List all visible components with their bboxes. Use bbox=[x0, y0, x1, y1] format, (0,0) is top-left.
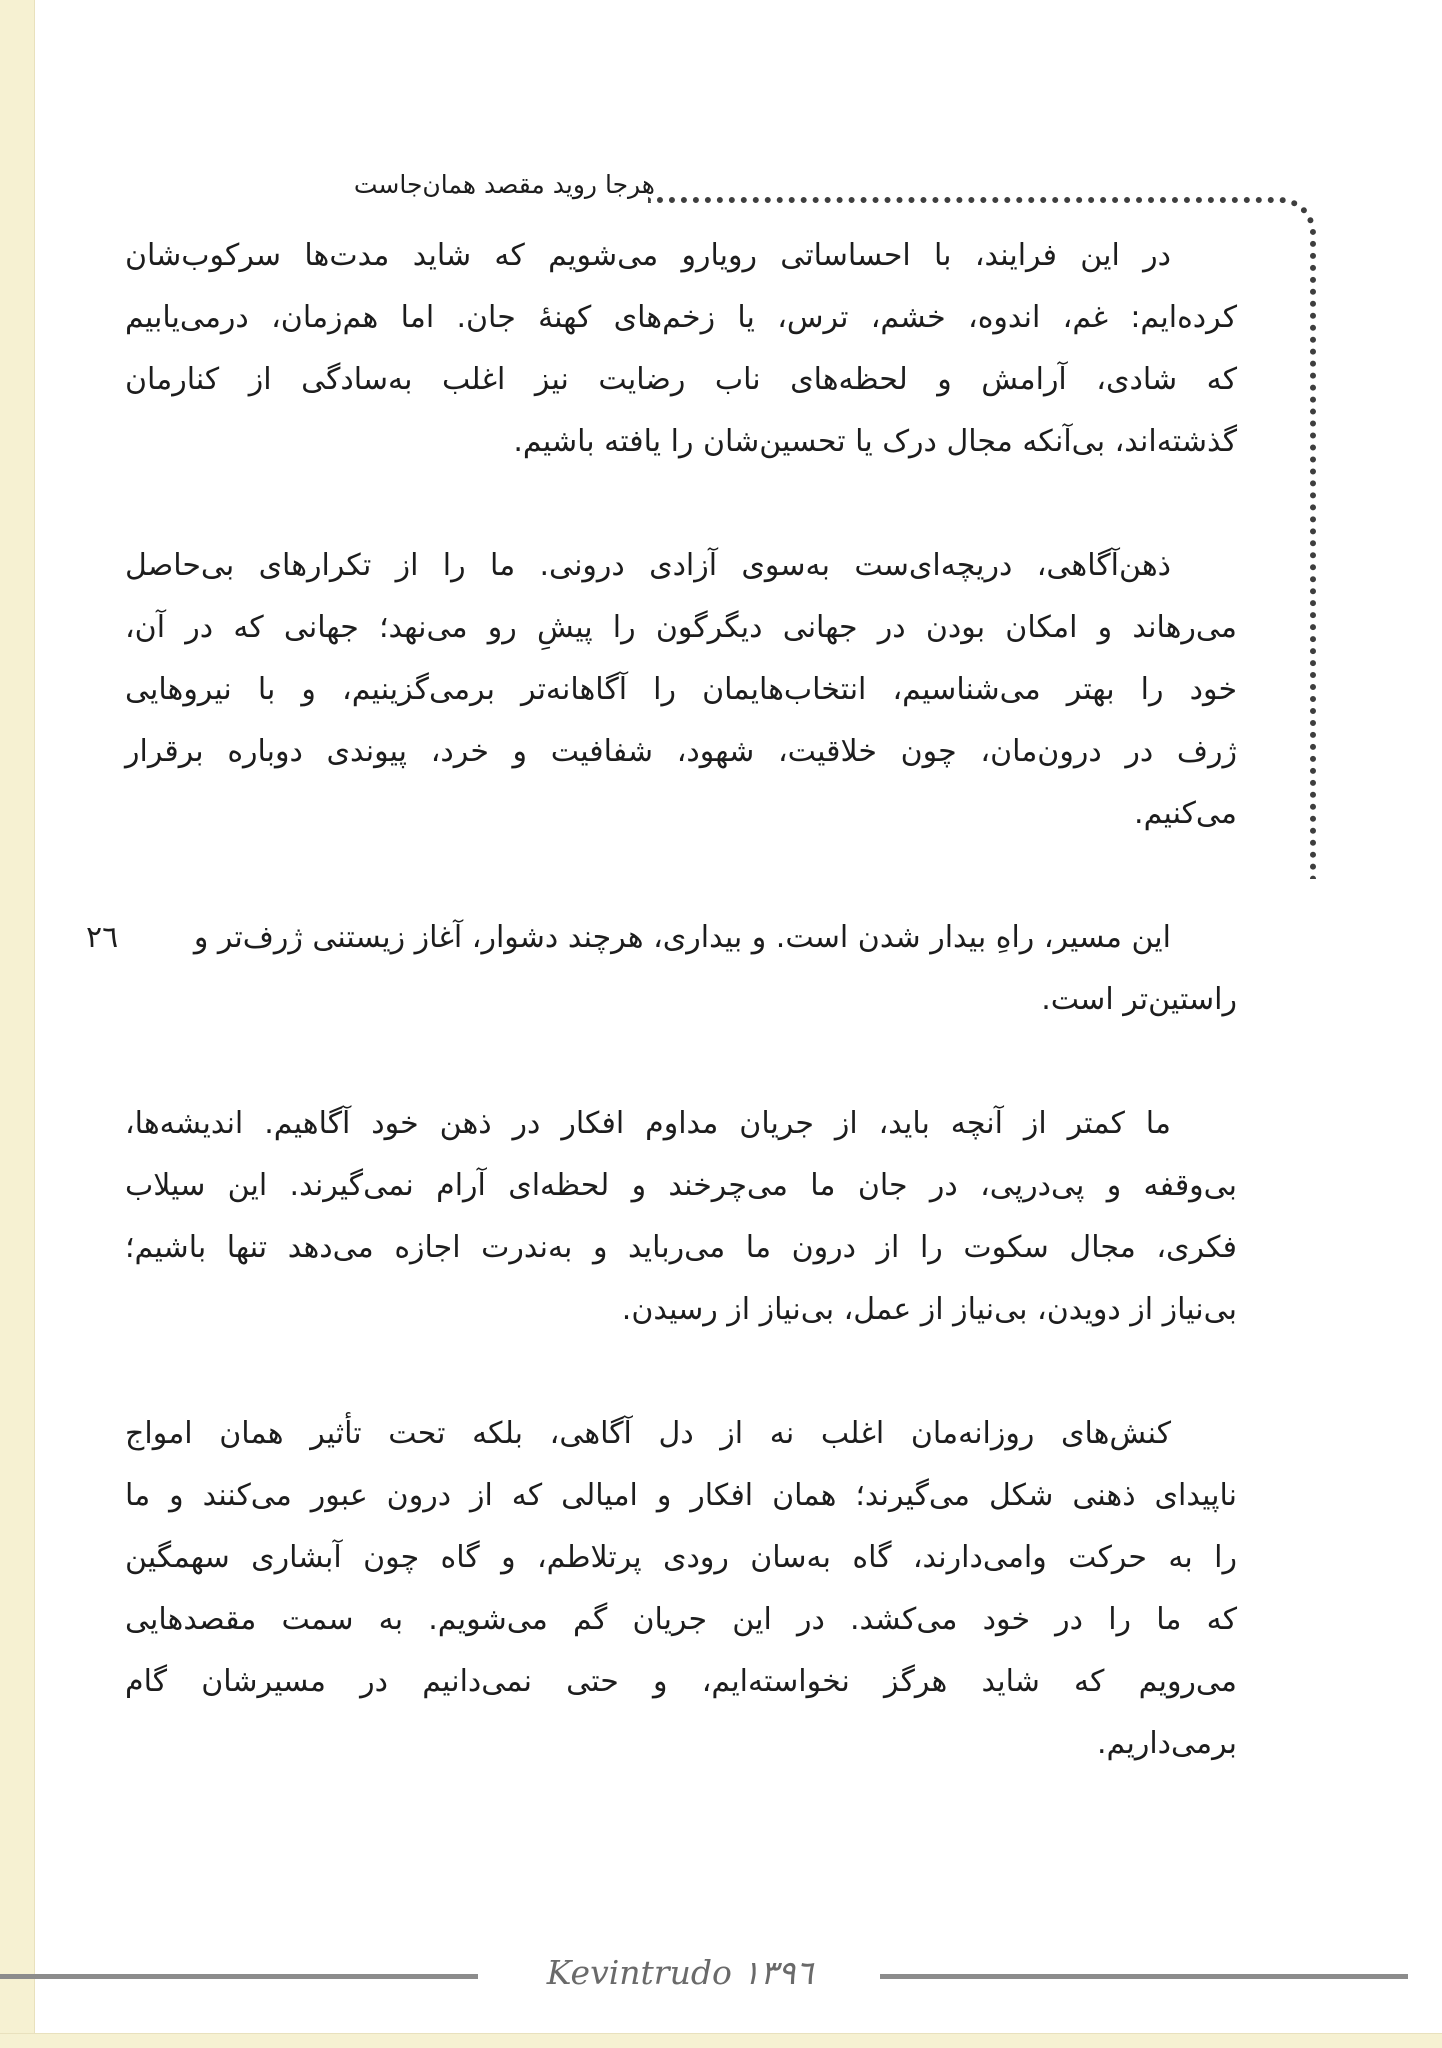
text-line: در این فرایند، با احساساتی رویارو می‌شویم که شاید مدت‌ها سرکوب‌شان bbox=[125, 238, 1171, 273]
paragraph bbox=[125, 225, 1237, 473]
text-line: بی‌وقفه و پی‌درپی، در جان ما می‌چرخند و لحظه‌ای آرام نمی‌گیرند. این سیلاب bbox=[125, 1168, 1237, 1203]
footer-rule-right bbox=[880, 1974, 1408, 1979]
text-line: ژرف در درون‌مان، چون خلاقیت، شهود، شفافیت و خرد، پیوندی دوباره برقرار bbox=[125, 734, 1237, 769]
body-text bbox=[125, 225, 1237, 1837]
paragraph bbox=[125, 1403, 1237, 1775]
text-line: را به حرکت وامی‌دارند، گاه به‌سان رودی پرتلاطم، و گاه چون آبشاری سهمگین bbox=[125, 1540, 1237, 1575]
paragraph bbox=[125, 907, 1237, 1031]
footer-credit: Kevintrudo ۱۳۹٦ bbox=[546, 1953, 814, 1992]
text-line: می‌رویم که شاید هرگز نخواسته‌ایم، و حتی نمی‌دانیم در مسیرشان گام bbox=[125, 1664, 1237, 1699]
text-line: که ما را در خود می‌کشد. در این جریان گم می‌شویم. به سمت مقصدهایی bbox=[125, 1602, 1237, 1637]
text-line: می‌رهاند و امکان بودن در جهانی دیگرگون را پیشِ رو می‌نهد؛ جهانی که در آن، bbox=[125, 610, 1237, 645]
text-line: بی‌نیاز از دویدن، بی‌نیاز از عمل، بی‌نیاز از رسیدن. bbox=[621, 1292, 1237, 1327]
running-header: هرجا روید مقصد همان‌جاست bbox=[353, 170, 655, 199]
text-line: ذهن‌آگاهی، دریچه‌ای‌ست به‌سوی آزادی درونی. ما را از تکرارهای بی‌حاصل bbox=[125, 548, 1171, 583]
text-line: این مسیر، راهِ بیدار شدن است. و بیداری، هرچند دشوار، آغاز زیستنی ژرف‌تر و bbox=[193, 920, 1171, 955]
text-line: ناپیدای ذهنی شکل می‌گیرند؛ همان افکار و امیالی که از درون عبور می‌کنند و ما bbox=[125, 1478, 1237, 1513]
text-line: ما کمتر از آنچه باید، از جریان مداوم افکار در ذهن خود آگاهیم. اندیشه‌ها، bbox=[125, 1106, 1171, 1141]
page-edge-bottom bbox=[0, 2033, 1442, 2048]
text-line: گذشته‌اند، بی‌آنکه مجال درک یا تحسین‌شان را یافته باشیم. bbox=[513, 424, 1237, 459]
text-line: که شادی، آرامش و لحظه‌های ناب رضایت نیز اغلب به‌سادگی از کنارمان bbox=[125, 362, 1237, 397]
text-line: راستین‌تر است. bbox=[1041, 982, 1237, 1017]
paragraph bbox=[125, 1093, 1237, 1341]
text-line: کنش‌های روزانه‌مان اغلب نه از دل آگاهی، بلکه تحت تأثیر همان امواج bbox=[125, 1416, 1171, 1451]
paragraph bbox=[125, 535, 1237, 845]
text-line: می‌کنیم. bbox=[1134, 796, 1237, 831]
page-edge-left bbox=[0, 0, 35, 2048]
text-line: خود را بهتر می‌شناسیم، انتخاب‌هایمان را آگاهانه‌تر برمی‌گزینیم، و با نیروهایی bbox=[125, 672, 1237, 707]
text-line: کرده‌ایم: غم، اندوه، خشم، ترس، یا زخم‌های کهنهٔ جان. اما هم‌زمان، درمی‌یابیم bbox=[125, 300, 1237, 335]
text-line: برمی‌داریم. bbox=[1096, 1726, 1237, 1761]
margin-section-number: ۲٦ bbox=[86, 920, 119, 955]
text-line: فکری، مجال سکوت را از درون ما می‌رباید و به‌ندرت اجازه می‌دهد تنها باشیم؛ bbox=[125, 1230, 1237, 1265]
footer-rule-left bbox=[0, 1974, 478, 1979]
